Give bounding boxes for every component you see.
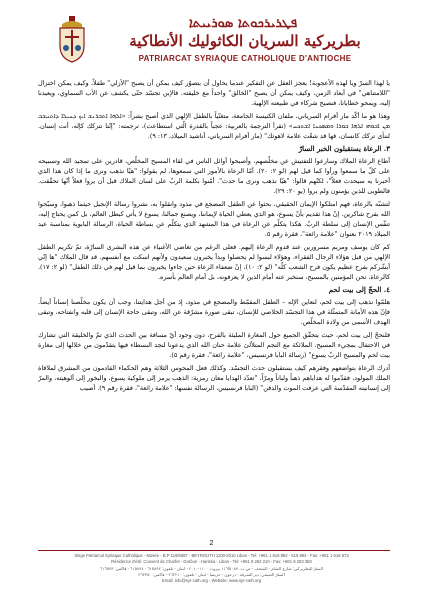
footer-address-line: المقرّ البطريركي: شارع الشام - المتحف - ص.ب. ١١٦/٥٠٨٧ بيروت ١١٠٠-٢٠١٠ - لبنان - تلفون: ٦١٥٨٩٢ - ٦١٥٨٩٤ - فاكس: ٦١٦٥٧٣ bbox=[100, 565, 323, 571]
syriac-title: ܦܛܪܝܪܟܘܬܐ ܣܘܪܝܝܬܐ bbox=[188, 16, 298, 31]
paragraph: يا لهذا السرّ ويا لهذه الأعجوبة! يعجز العقل عن التفكير عندما يحاول أن يتصوّر كيف يمكن أن يصبح "الأزلي" طفلاً، وكيف يمكن اختزال "اللامتناهي" في أبعاد الزمن، وكيف يمكن أن يصبح "الخالق" واحداً مع خليقته. فالإبن تجسّد حتّى يكشف عن الآب السماوي، ويعيدنا إليه، ويمحو خطايانا، فنصبح شركاء في طبيعته الإلهية. bbox=[38, 79, 390, 107]
arabic-title: بطريركية السريان الكاثوليك الأنطاكية bbox=[129, 32, 361, 50]
footer-divider bbox=[38, 550, 390, 551]
paragraph: أطاع الرعاة الملاك وسارعوا للتفتيش عن مخلّصهم، وأصبحوا أوائل الناس في لقاء المسيح المخلّص، قادرين على تمجيد الله وتسبيحه على كلّ ما سمعوا ورأوا كما قيل لهم (لو ٢: ٢٠). أمّا الرعاة بالأمور التي سمعوها، لم يقولوا: "هيّا نذهب ونرى ما إذا كان هذا الذي أخبرنا به سيحدث فعلاً"، لكنّهم قالوا: "هيّا نذهب ونرى ما حدث". أمّنوا بكلمة الربّ على لسان الملاك قبل أن يروا فعلاً أنّها تحقّقت. فالطوبى للذين يؤمنون ولم يروا (يو ٢٠: ٢٩). bbox=[38, 157, 390, 195]
footer-contact-line: Email: info@syr-cath.org - Website: www.syr-cath.org bbox=[161, 578, 262, 584]
latin-title: PATRIARCAT SYRIAQUE CATHOLIQUE D'ANTIOCHE bbox=[138, 54, 352, 63]
letter-body bbox=[38, 78, 390, 518]
footer-address-line: المقرّ الصيفي: دير الشرفة - درعون - حريصا - لبنان - تلفون: ٢٦٢٢١٠ - فاكس: ٢٦٣٣٥٠ bbox=[138, 571, 285, 577]
paragraph: فلنحجّ إلى بيت لحم، حيث يتحقّق الجميع حول المغارة المليئة بالفرح، دون وجود أيّ مسافة بين الحدث الذي تمّ والخليقة التي تشارك في الاحتفال بمجيء المسيح. الملائكة مع النجم المتلألئ علامة حنان الله الذي يدعونا لنجد البسطاء فيها يتقدّمون من خلالها إلى مغارة بيت لحم والمسيح الربّ يسوع" (رسالة البابا فرنسيس، "علامة رائعة"، فقرة رقم ٥). bbox=[38, 331, 390, 359]
section-heading: ٣. الرعاة يستقبلون الخبر السارّ bbox=[298, 144, 390, 153]
letterhead bbox=[0, 8, 423, 70]
footer-address-line: Résidence d'été: Couvent de Charfet - Darôun - Harissa - Liban - Tel: +961 9 262 210 - Fax: +961 9 263 350 bbox=[111, 559, 312, 565]
footer bbox=[30, 553, 393, 584]
patriarchate-coat-of-arms-icon bbox=[52, 14, 92, 64]
paragraph: وهذا هو ما أكّد مار أفرام السرياني، ملفان الكنيسة الجامعة، متغنّياً بالطفل الإلهي الذي أصبح بشراً: «ܐܠܗܐ ܐܬܒܪܢܫ ܐܝܟ ܕܚܝܠܐ ܕܐܬܚܫܒ ܡܢ ܐܒܘܗܝ ܐܠܗܐ ܒܘܪܐ ܘܡܣܟܢܐ ܐܫܬܟܚ» (نقرأ الترجمة بالعربية: عجباً بالقدرة الّتي استطاعت)، ترجمته: "إنّنا نتركك كإله، أنت إنسان. لننأى تركك كانسان، فها قد شعّت علامة لاهوتك" (مار أفرام السرياني، أناشيد الميلاد، ١٣: ٩). bbox=[38, 112, 390, 140]
paragraph: لتشبّه بالرعاة، فهم امتلكوا الإيمان الحقيقي، بحثوا عن الطفل المضجع في مذود وانقلوا به، نشروا رسالة الإنجيل حيثما ذهبوا، وسبّحوا الله بفرح شاكرين. إنّ هذا تقديم بأنّ يسوع، هو الذي يعطي الحياة لإيماننا، ويصنع جمالنا، يسوع لا يأتي كبطل العالم، بل كمن يحتاج إليه، تنفّس الإنسان إلى سلطة الربّ. هكذا يتكلّم عن الرعاة في هذا المشهد الذي يتكلّم عن بساطة الحياة، الرسالة البابوية بمناسبة عيد الميلاد ٢٠١٩ بعنوان "علامة رائعة"، فقرة رقم ٥. bbox=[38, 200, 390, 238]
paragraph: هلمّوا نذهب إلى بيت لحم، لنعاين الإله – الطفل المقمّط والمضجع في مذود، إذ من أجل هدايتنا، وجب أن يكون مخلّصنا إنساناً أيضاً. فإنّ هذه الأمانة المتمثّلة في هذا التجسّد الخلاصي للإنسان، تبقى صورة مشرّقة عن الله، وتبقى حاجة الإنسان إلى قلبه وانفتاحه، وتبقى الهدف الأسمى من ولادة المخلّص. bbox=[38, 298, 390, 326]
section-heading: ٤. الحجّ إلى بيت لحم bbox=[328, 285, 390, 294]
footer-address-line: Siège Patriarcal Syriaque Catholique - Musée - B.P 116/5087 - BEYROUTH 1100-2010 Liban - Tel: +961 1 615 892 - 615 894 - Fax: +961 1 616 573 bbox=[74, 553, 349, 558]
page-number: 2 bbox=[209, 540, 214, 547]
paragraph: كم كان يوسف ومريم مسرورين عند قدوم الرعاة إليهم. فعلى الرغم من تغاضي الأغنياء عن هذه البشرى السارّة، تمّ تكريم الطفل الإلهي من قبل هؤلاء الرجال الفقراء، وهؤلاء لبسوا لم يحصلوا وبدأ يخبرون سعيدون ولأنهم اسكت مع أنفسهم. قد قال الملاك "ها إنّي أبشّركم بفرح عظيم يكون فرح الشعب كلّه" (لو ٢: ١٠)، إنّ ضعفاء الرعاة حين جاءوا يخبرون بما قيل لهم في ذلك الطفل" (لو ٢: ١٧). كالرعاة، نحن المؤمنين بالمسيح، سنخبر عنه أمام الذين لا يعرفونه، بل أمام العالم بأسره. bbox=[38, 243, 390, 281]
paragraph: أدرك الرعاة بتواضعهم وفقرهم كيف يستقبلون حدث التجسّد. وكذلك فعل المجوس الثلاثة وهم الحكماء القادمون من المشرق لملاقاة الملك المولود، فقدّموا له هداياهم ذهباً ولباناً ومرّاً. "تعدّد الهدايا معان رمزية: الذهب يرمز إلى ملوكية يسوع، والبخور إلى ألوهيته، والمرّ إلى إنسانيته المقدّسة التي عرفت الموت والدفن" (البابا فرنسيس، الرسالة نفسها: "علامة رائعة"، فقرة رقم ٩). أصيب bbox=[38, 364, 390, 392]
